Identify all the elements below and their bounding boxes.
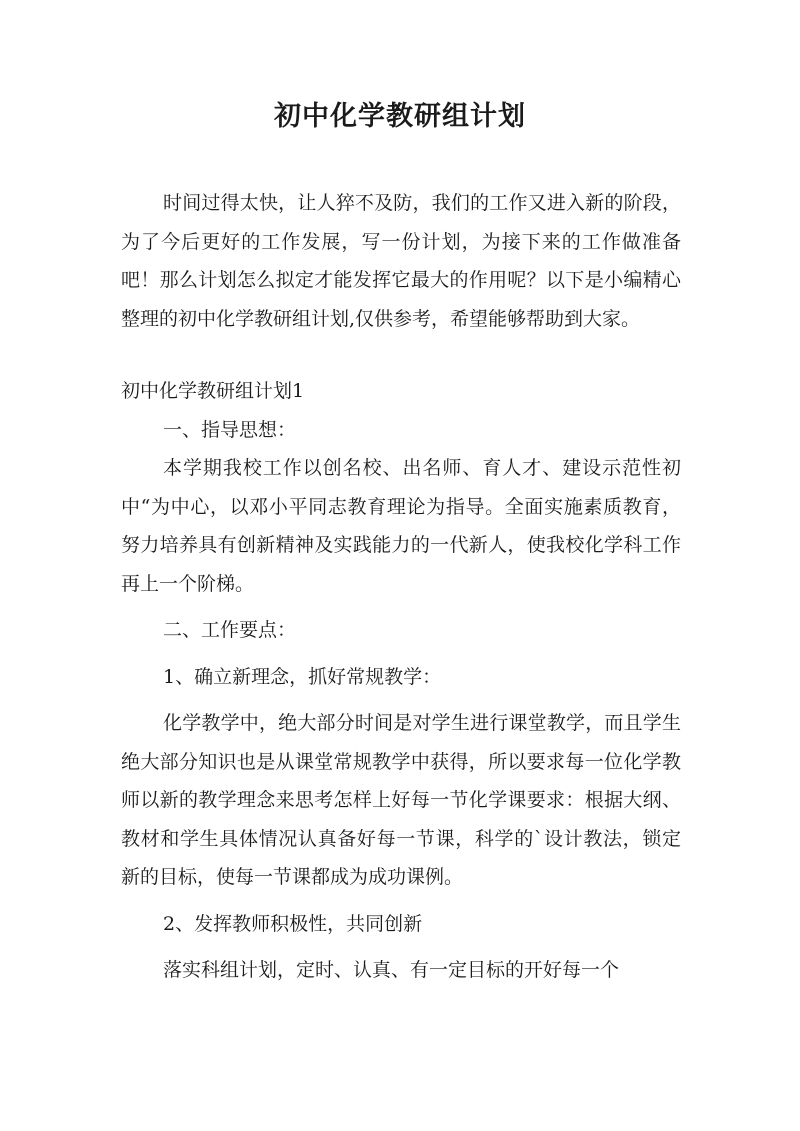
paragraph-group-plan: 落实科组计划，定时、认真、有一定目标的开好每一个: [163, 959, 620, 981]
intro-paragraph: 时间过得太快，让人猝不及防，我们的工作又进入新的阶段，为了今后更好的工作发展，写一份计划，为接下来的工作做准备吧！那么计划怎么拟定才能发挥它最大的作用呢？以下是小编精心整理的初中化学教研组计划,仅供参考，希望能够帮助到大家。: [121, 192, 681, 330]
heading-guiding-ideology: 一、指导思想：: [163, 418, 297, 441]
document-title: 初中化学教研组计划: [274, 101, 526, 132]
heading-work-points: 二、工作要点：: [163, 619, 297, 641]
subheading-teacher-initiative: 2、发挥教师积极性，共同创新: [163, 912, 423, 935]
subheading-new-concepts: 1、确立新理念，抓好常规教学：: [163, 665, 442, 688]
document-body: [121, 184, 681, 990]
section-title: 初中化学教研组计划1: [121, 380, 305, 402]
paragraph-classroom-teaching: 化学教学中，绝大部分时间是对学生进行课堂教学，而且学生绝大部分知识也是从课堂常规教学中获得，所以要求每一位化学教师以新的教学理念来思考怎样上好每一节化学课要求：根据大纲、教材和学生具体情况认真备好每一节课，科学的`设计教法，锁定新的目标，使每一节课都成为成功课例。: [121, 712, 681, 888]
paragraph-guiding-ideology: 本学期我校工作以创名校、出名师、育人才、建设示范性初中“为中心，以邓小平同志教育理论为指导。全面实施素质教育，努力培养具有创新精神及实践能力的一代新人，使我校化学科工作再上一个阶梯。: [121, 457, 681, 595]
